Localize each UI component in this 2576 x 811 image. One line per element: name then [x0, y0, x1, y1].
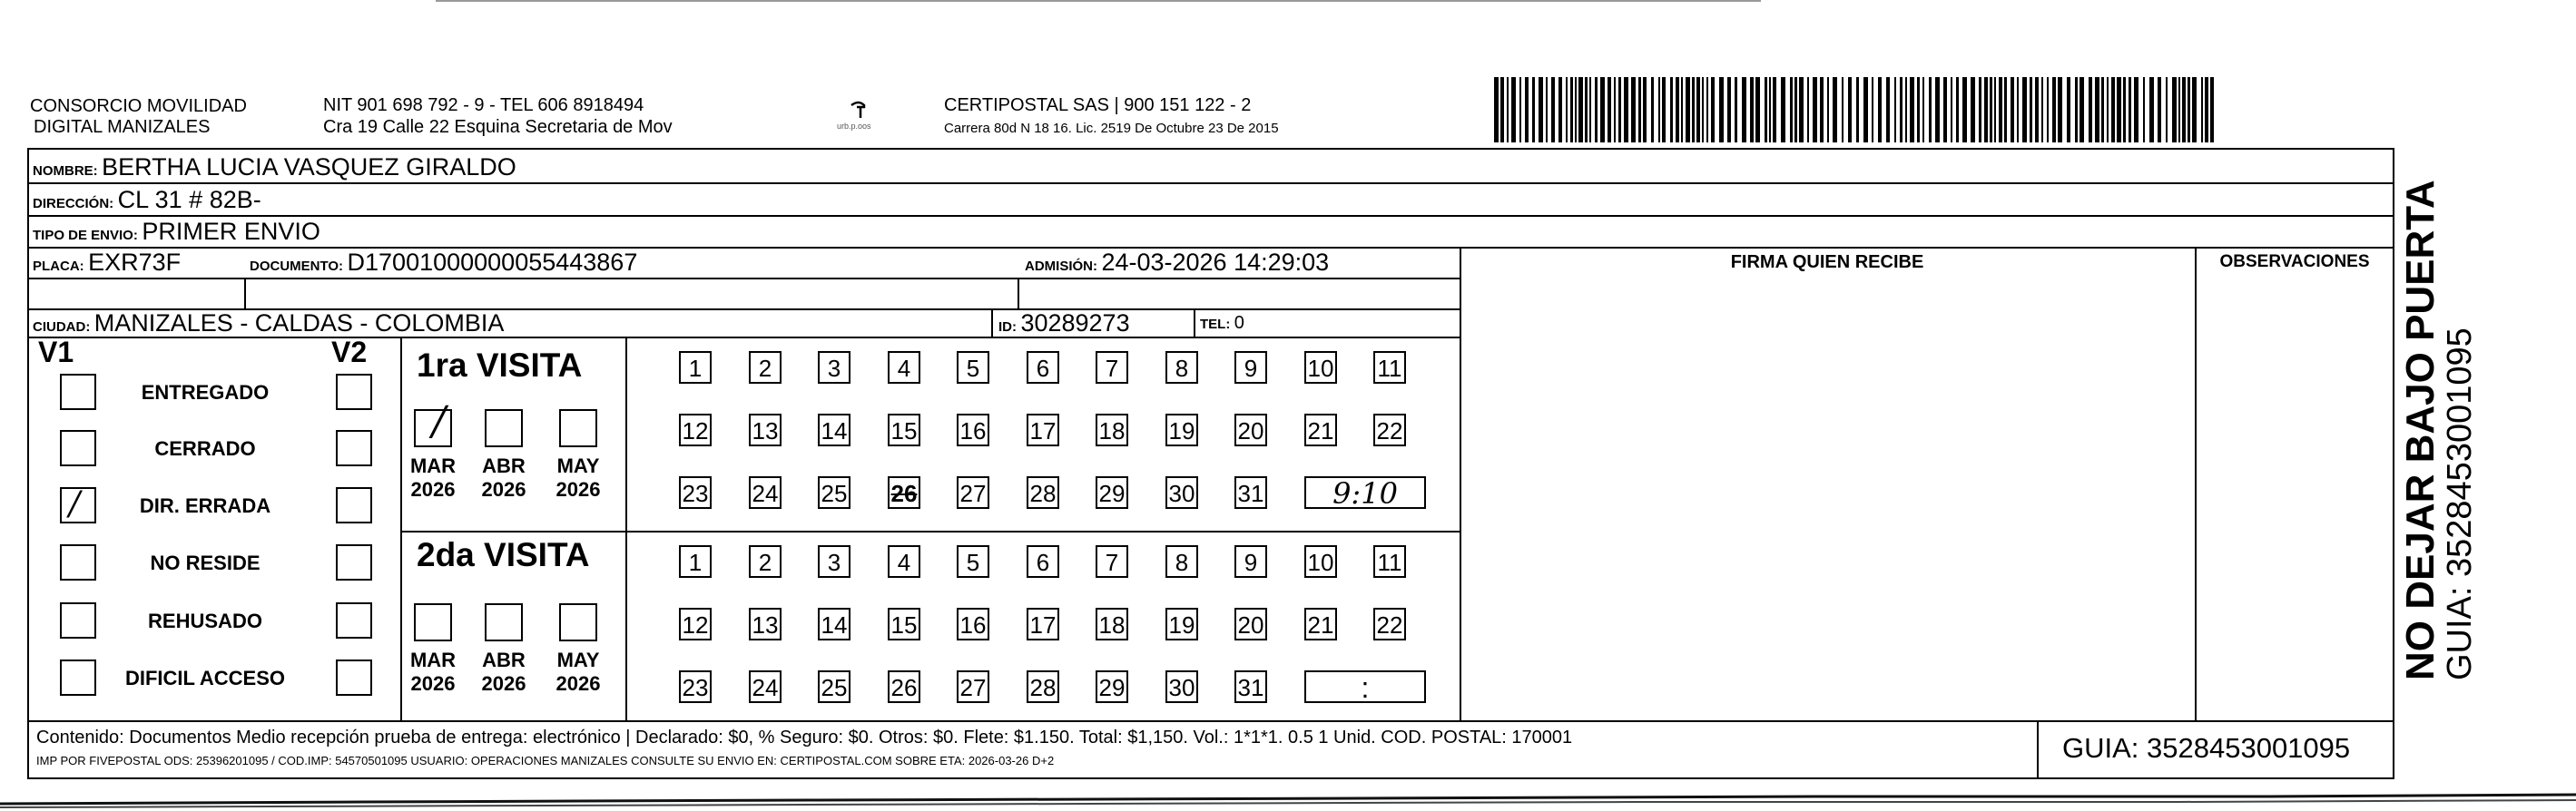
month-label [551, 649, 605, 696]
v2-checkbox[interactable] [336, 602, 372, 639]
day-box[interactable]: 17 [1027, 414, 1059, 446]
v1-label: V1 [38, 336, 74, 368]
day-box[interactable]: 5 [957, 545, 989, 578]
day-box[interactable]: 13 [749, 414, 782, 446]
barcode-bar [1956, 77, 1959, 142]
barcode-bar [1807, 77, 1809, 142]
time-box[interactable]: : [1304, 670, 1426, 703]
barcode-bar [1706, 77, 1708, 142]
month-name: MAY [556, 454, 600, 477]
day-box[interactable]: 27 [957, 476, 989, 509]
barcode-bar [1507, 77, 1509, 142]
month-name: ABR [482, 649, 526, 671]
day-box[interactable]: 23 [679, 476, 712, 509]
barcode-bar [1990, 77, 1992, 142]
barcode-bar [1755, 77, 1760, 142]
month-checkbox[interactable] [559, 409, 597, 447]
day-box[interactable]: 6 [1027, 351, 1059, 384]
month-label [406, 649, 460, 696]
day-box[interactable]: 16 [957, 414, 989, 446]
barcode-bar [1676, 77, 1679, 142]
divider [991, 308, 993, 337]
day-box[interactable]: 8 [1165, 545, 1198, 578]
bottom-edge [0, 778, 2576, 811]
barcode-bar [1570, 77, 1573, 142]
day-box[interactable]: 30 [1165, 670, 1198, 703]
tel-row [1200, 308, 1244, 340]
month-checkbox[interactable] [559, 603, 597, 641]
divider [244, 278, 246, 308]
day-box[interactable]: 14 [818, 414, 850, 446]
day-box[interactable]: 15 [888, 608, 920, 640]
v1-checkbox[interactable] [60, 660, 96, 696]
nombre-row [33, 151, 516, 187]
carrier-line1: CERTIPOSTAL SAS | 900 151 122 - 2 [944, 95, 1252, 115]
barcode-bar [2210, 77, 2214, 142]
barcode-bar [2022, 77, 2027, 142]
month-label [477, 649, 531, 696]
barcode-bar [2178, 77, 2180, 142]
barcode-bar [1848, 77, 1852, 142]
direccion-label: DIRECCIÓN: [33, 196, 114, 211]
barcode-bar [1539, 77, 1543, 142]
barcode-bar [1910, 77, 1914, 142]
month-name: MAY [556, 649, 600, 671]
barcode-bar [1727, 77, 1731, 142]
barcode [1494, 77, 2220, 142]
barcode-bar [1578, 77, 1583, 142]
barcode-bar [2201, 77, 2203, 142]
documento-value: D17001000000055443867 [347, 249, 638, 276]
month-name: MAR [409, 454, 457, 477]
day-box[interactable]: 17 [1027, 608, 1059, 640]
month-year: 2026 [556, 478, 601, 501]
barcode-bar [1769, 77, 1771, 142]
barcode-bar [1618, 77, 1621, 142]
v2-checkbox[interactable] [336, 487, 372, 523]
barcode-bar [2041, 77, 2043, 142]
barcode-bar [2075, 77, 2078, 142]
day-box[interactable]: 25 [818, 476, 850, 509]
day-box[interactable]: 31 [1234, 476, 1267, 509]
month-label [551, 454, 605, 502]
barcode-bar [1494, 77, 1499, 142]
month-label [406, 454, 460, 502]
footer-contenido: Contenido: Documentos Medio recepción prueba de entrega: electrónico | Declarado: $0, % Seguro: $0. Otros: $0. Flete: $1.150. Total: $1,150. Vol.: 1*1*1. 0.5 1 Unid. COD. POSTAL: 170001 [36, 728, 1573, 747]
id-label: ID: [998, 319, 1017, 335]
barcode-bar [2004, 77, 2007, 142]
company-name-line1: CONSORCIO MOVILIDAD [30, 96, 247, 116]
v1-check-mark: / [69, 485, 81, 523]
day-box[interactable]: 5 [957, 351, 989, 384]
v1-checkbox[interactable] [60, 602, 96, 639]
divider [2037, 720, 2039, 777]
day-box[interactable]: 11 [1373, 545, 1406, 578]
delivery-form [27, 148, 2394, 779]
barcode-bar [2107, 77, 2109, 142]
day-box[interactable]: 3 [818, 545, 850, 578]
day-box[interactable]: 12 [679, 414, 712, 446]
barcode-bar [2143, 77, 2145, 142]
barcode-bar [1681, 77, 1683, 142]
day-box[interactable]: 6 [1027, 545, 1059, 578]
nit-line1: NIT 901 698 792 - 9 - TEL 606 8918494 [323, 95, 644, 115]
barcode-bar [2035, 77, 2039, 142]
day-box[interactable]: 22 [1373, 414, 1406, 446]
status-label: ENTREGADO [141, 381, 270, 404]
month-checkbox[interactable] [485, 603, 523, 641]
footer-imp: IMP POR FIVEPOSTAL ODS: 25396201095 / COD.IMP: 54570501095 USUARIO: OPERACIONES MANIZALES CONSULTE SU ENVIO EN: CERTIPOSTAL.COM SOBRE ETA: 2026-03-26 D+2 [36, 754, 1055, 767]
barcode-bar [1608, 77, 1611, 142]
divider [1460, 247, 1461, 720]
small-logo-text: urb.p.oos [837, 122, 871, 131]
month-year: 2026 [481, 478, 526, 501]
barcode-bar [1842, 77, 1844, 142]
divider [625, 337, 627, 720]
v1-checkbox[interactable] [60, 544, 96, 581]
tipo-envio-value: PRIMER ENVIO [142, 218, 320, 245]
barcode-bar [1546, 77, 1548, 142]
barcode-bar [1614, 77, 1616, 142]
day-box[interactable]: 19 [1165, 608, 1198, 640]
barcode-bar [2188, 77, 2190, 142]
day-box[interactable]: 1 [679, 545, 712, 578]
day-box[interactable]: 20 [1234, 414, 1267, 446]
barcode-bar [2123, 77, 2126, 142]
barcode-bar [1711, 77, 1715, 142]
day-box[interactable]: 30 [1165, 476, 1198, 509]
barcode-bar [1662, 77, 1666, 142]
barcode-bar [2205, 77, 2208, 142]
month-checkbox[interactable] [414, 398, 452, 447]
firma-header: FIRMA QUIEN RECIBE [1730, 252, 1924, 272]
side-guia: GUIA: 3528453001095 [2441, 327, 2479, 680]
divider [2195, 247, 2197, 720]
barcode-bar [1781, 77, 1785, 142]
direccion-row [33, 184, 261, 220]
v1-checkbox[interactable] [60, 430, 96, 466]
barcode-bar [1511, 77, 1516, 142]
barcode-bar [1820, 77, 1824, 142]
day-box[interactable]: 28 [1027, 670, 1059, 703]
barcode-bar [2089, 77, 2092, 142]
divider [1194, 308, 1195, 337]
v2-checkbox[interactable] [336, 430, 372, 466]
barcode-bar [1631, 77, 1636, 142]
month-year: 2026 [556, 672, 601, 695]
day-box[interactable]: 29 [1096, 670, 1128, 703]
day-box[interactable]: 19 [1165, 414, 1198, 446]
month-year: 2026 [410, 672, 456, 695]
day-box[interactable]: 14 [818, 608, 850, 640]
day-box[interactable]: 2 [749, 351, 782, 384]
month-name: ABR [482, 454, 526, 477]
barcode-bar [1651, 77, 1654, 142]
day-box[interactable]: 22 [1373, 608, 1406, 640]
barcode-bar [1856, 77, 1859, 142]
no-dejar-bajo-puerta: NO DEJAR BAJO PUERTA [2398, 180, 2443, 680]
barcode-bar [2058, 77, 2062, 142]
barcode-bar [2192, 77, 2197, 142]
barcode-bar [2129, 77, 2131, 142]
day-box[interactable]: 31 [1234, 670, 1267, 703]
barcode-bar [2149, 77, 2154, 142]
day-box[interactable]: 16 [957, 608, 989, 640]
barcode-bar [1886, 77, 1890, 142]
barcode-bar [1638, 77, 1641, 142]
tipo-envio-label: TIPO DE ENVIO: [33, 228, 138, 243]
barcode-bar [1719, 77, 1724, 142]
barcode-bar [1813, 77, 1817, 142]
day-box[interactable]: 28 [1027, 476, 1059, 509]
month-check-mark: / [432, 398, 446, 445]
month-year: 2026 [481, 672, 526, 695]
status-label: CERRADO [154, 437, 256, 460]
day-box[interactable]: 21 [1304, 608, 1337, 640]
barcode-bar [2172, 77, 2177, 142]
barcode-bar [1935, 77, 1940, 142]
barcode-bar [1742, 77, 1746, 142]
barcode-bar [1794, 77, 1797, 142]
day-box[interactable]: 7 [1096, 545, 1128, 578]
barcode-bar [1500, 77, 1504, 142]
day-box[interactable]: 1 [679, 351, 712, 384]
day-box[interactable]: 20 [1234, 608, 1267, 640]
barcode-bar [1558, 77, 1562, 142]
id-value: 30289273 [1020, 309, 1130, 337]
barcode-bar [1790, 77, 1793, 142]
placa-value: EXR73F [88, 249, 182, 276]
day-box[interactable]: 24 [749, 670, 782, 703]
barcode-bar [1686, 77, 1690, 142]
divider [1018, 278, 1019, 308]
day-box[interactable]: 18 [1096, 414, 1128, 446]
day-box[interactable]: 27 [957, 670, 989, 703]
barcode-bar [1575, 77, 1577, 142]
barcode-bar [1702, 77, 1704, 142]
day-box[interactable]: 13 [749, 608, 782, 640]
divider [400, 531, 1460, 533]
barcode-bar [2117, 77, 2121, 142]
barcode-bar [1692, 77, 1695, 142]
barcode-bar [1585, 77, 1588, 142]
footer-guia: GUIA: 3528453001095 [2062, 732, 2351, 764]
barcode-bar [2158, 77, 2161, 142]
barcode-bar [2067, 77, 2070, 142]
barcode-bar [1962, 77, 1967, 142]
visit2-title: 2da VISITA [417, 536, 590, 573]
barcode-bar [1994, 77, 1996, 142]
time-box[interactable]: 9:10 [1304, 476, 1426, 509]
day-box[interactable]: 9 [1234, 351, 1267, 384]
status-label: NO RESIDE [150, 552, 261, 574]
barcode-bar [1600, 77, 1605, 142]
barcode-bar [2166, 77, 2168, 142]
top-edge-mark [436, 0, 1761, 5]
barcode-bar [1905, 77, 1907, 142]
day-box[interactable]: 25 [818, 670, 850, 703]
ciudad-label: CIUDAD: [33, 319, 91, 335]
barcode-bar [1827, 77, 1829, 142]
day-box[interactable]: 7 [1096, 351, 1128, 384]
day-box[interactable]: 4 [888, 545, 920, 578]
day-box[interactable]: 10 [1304, 545, 1337, 578]
v2-checkbox[interactable] [336, 374, 372, 410]
id-row [998, 308, 1130, 343]
nombre-value: BERTHA LUCIA VASQUEZ GIRALDO [102, 153, 516, 181]
status-label: REHUSADO [148, 610, 262, 632]
visit1-title: 1ra VISITA [417, 347, 583, 384]
barcode-bar [2079, 77, 2084, 142]
month-name: MAR [409, 649, 457, 671]
day-box[interactable]: 18 [1096, 608, 1128, 640]
barcode-bar [1894, 77, 1896, 142]
v1-checkbox[interactable] [60, 487, 96, 523]
barcode-bar [1917, 77, 1920, 142]
barcode-bar [2134, 77, 2138, 142]
barcode-bar [1799, 77, 1804, 142]
barcode-bar [1624, 77, 1628, 142]
barcode-bar [1750, 77, 1754, 142]
divider [29, 215, 2393, 217]
barcode-bar [1589, 77, 1591, 142]
barcode-bar [1643, 77, 1647, 142]
day-box[interactable]: 11 [1373, 351, 1406, 384]
day-box[interactable]: 26 [888, 670, 920, 703]
barcode-bar [1872, 77, 1873, 142]
v2-checkbox[interactable] [336, 660, 372, 696]
barcode-bar [2111, 77, 2115, 142]
barcode-bar [2052, 77, 2056, 142]
barcode-bar [1595, 77, 1598, 142]
month-label [477, 454, 531, 502]
month-checkbox[interactable] [414, 603, 452, 641]
barcode-bar [1979, 77, 1981, 142]
day-box[interactable]: 26 [888, 476, 920, 509]
day-box[interactable]: 4 [888, 351, 920, 384]
observaciones-header: OBSERVACIONES [2219, 252, 2370, 271]
barcode-bar [1929, 77, 1932, 142]
barcode-bar [2095, 77, 2099, 142]
ciudad-row [33, 308, 504, 343]
v2-checkbox[interactable] [336, 544, 372, 581]
v2-label: V2 [331, 336, 368, 368]
status-label: DIR. ERRADA [139, 494, 271, 517]
month-checkbox[interactable] [485, 409, 523, 447]
barcode-bar [2030, 77, 2032, 142]
carrier-line2: Carrera 80d N 18 16. Lic. 2519 De Octubre 23 De 2015 [944, 121, 1279, 136]
day-box[interactable]: 2 [749, 545, 782, 578]
side-text [2400, 180, 2478, 680]
day-box[interactable]: 23 [679, 670, 712, 703]
barcode-bar [2011, 77, 2014, 142]
barcode-bar [1696, 77, 1700, 142]
barcode-bar [2101, 77, 2104, 142]
placa-row [33, 247, 181, 282]
barcode-bar [1525, 77, 1529, 142]
barcode-bar [1999, 77, 2002, 142]
day-box[interactable]: 24 [749, 476, 782, 509]
day-box[interactable]: 15 [888, 414, 920, 446]
admision-value: 24-03-2026 14:29:03 [1101, 249, 1330, 276]
day-box[interactable]: 21 [1304, 414, 1337, 446]
barcode-bar [1971, 77, 1975, 142]
barcode-bar [1670, 77, 1673, 142]
barcode-bar [2017, 77, 2019, 142]
v1-checkbox[interactable] [60, 374, 96, 410]
divider [400, 337, 402, 720]
barcode-bar [1943, 77, 1947, 142]
day-box[interactable]: 10 [1304, 351, 1337, 384]
admision-label: ADMISIÓN: [1025, 259, 1097, 274]
barcode-bar [2182, 77, 2186, 142]
barcode-bar [1658, 77, 1660, 142]
barcode-bar [1878, 77, 1882, 142]
nombre-label: NOMBRE: [33, 163, 98, 179]
barcode-bar [1765, 77, 1767, 142]
day-box[interactable]: 29 [1096, 476, 1128, 509]
barcode-bar [1735, 77, 1737, 142]
ciudad-value: MANIZALES - CALDAS - COLOMBIA [93, 309, 505, 337]
nit-line2: Cra 19 Calle 22 Esquina Secretaria de Mov [323, 117, 673, 137]
day-box[interactable]: 12 [679, 608, 712, 640]
barcode-bar [1532, 77, 1535, 142]
documento-row [250, 247, 637, 282]
day-box[interactable]: 3 [818, 351, 850, 384]
month-year: 2026 [410, 478, 456, 501]
barcode-bar [1984, 77, 1988, 142]
direccion-value: CL 31 # 82B- [117, 186, 261, 213]
barcode-bar [1951, 77, 1952, 142]
barcode-bar [1566, 77, 1568, 142]
company-name-line2: DIGITAL MANIZALES [34, 117, 211, 137]
day-box[interactable]: 9 [1234, 545, 1267, 578]
barcode-bar [1519, 77, 1521, 142]
placa-label: PLACA: [33, 259, 84, 274]
barcode-bar [1900, 77, 1903, 142]
barcode-bar [1922, 77, 1924, 142]
documento-label: DOCUMENTO: [250, 259, 344, 274]
barcode-bar [1551, 77, 1555, 142]
barcode-bar [1833, 77, 1837, 142]
admision-row [1025, 247, 1329, 282]
day-box[interactable]: 8 [1165, 351, 1198, 384]
barcode-bar [2047, 77, 2049, 142]
status-label: DIFICIL ACCESO [124, 667, 285, 689]
tel-value: 0 [1234, 313, 1244, 333]
barcode-bar [1863, 77, 1868, 142]
barcode-bar [1773, 77, 1776, 142]
tel-label: TEL: [1200, 317, 1231, 332]
